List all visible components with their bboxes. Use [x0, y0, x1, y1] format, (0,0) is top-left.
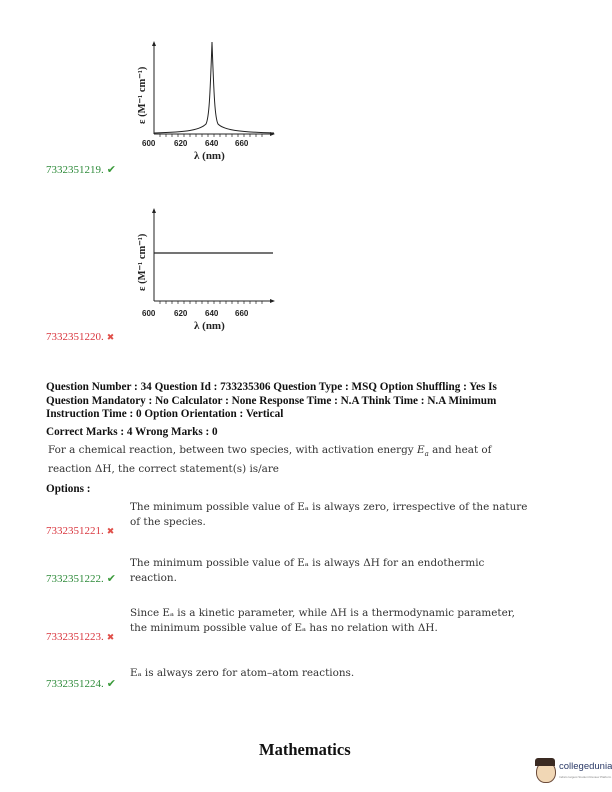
question-text	[48, 443, 538, 477]
meta-line-1: Question Number : 34 Question Id : 733235306 Question Type : MSQ Option Shuffling : Yes Is	[46, 381, 497, 393]
option-line: reaction.	[130, 572, 177, 584]
svg-text:620: 620	[174, 309, 188, 318]
svg-text:λ (nm): λ (nm)	[194, 320, 225, 332]
logo-tagline: India's largest Student Review Platform	[559, 775, 612, 779]
option-line: Eₐ is always zero for atom–atom reactions.	[130, 667, 355, 679]
option-id-prev-2	[46, 331, 114, 343]
svg-text:λ (nm): λ (nm)	[194, 150, 225, 162]
svg-text:660: 660	[235, 139, 249, 148]
mascot-icon	[536, 761, 556, 783]
svg-text:ε (M⁻¹ cm⁻¹): ε (M⁻¹ cm⁻¹)	[137, 66, 148, 124]
logo-name: collegedunia	[559, 761, 612, 772]
question-marks: Correct Marks : 4 Wrong Marks : 0	[46, 426, 218, 438]
logo-text	[559, 762, 612, 782]
option-id-label: 7332351224.	[46, 678, 104, 690]
options-label: Options :	[46, 483, 91, 495]
svg-text:ε (M⁻¹ cm⁻¹): ε (M⁻¹ cm⁻¹)	[137, 233, 148, 291]
option-text-4	[130, 666, 540, 681]
option-id-4[interactable]	[46, 677, 116, 690]
option-id-label: 7332351221.	[46, 525, 104, 537]
collegedunia-logo	[536, 761, 612, 783]
correct-check-icon: ✔	[106, 678, 116, 690]
option-text-3	[130, 606, 540, 636]
correct-check-icon: ✔	[106, 573, 116, 585]
svg-text:640: 640	[205, 309, 219, 318]
option-line: of the species.	[130, 516, 206, 528]
question-text-part: reaction ΔH, the correct statement(s) is/are	[48, 463, 279, 476]
option-id-3[interactable]	[46, 631, 114, 643]
option-id-1[interactable]	[46, 525, 114, 537]
option-line: Since Eₐ is a kinetic parameter, while ΔH is a thermodynamic parameter,	[130, 607, 515, 619]
question-meta	[46, 381, 546, 422]
option-line: the minimum possible value of Eₐ has no relation with ΔH.	[130, 622, 438, 634]
section-title: Mathematics	[259, 740, 351, 759]
meta-line-2: Question Mandatory : No Calculator : None Response Time : N.A Think Time : N.A Minimum	[46, 394, 497, 407]
option-id-label: 7332351220.	[46, 331, 104, 343]
correct-check-icon: ✔	[106, 164, 116, 176]
option-text-2	[130, 556, 540, 586]
wrong-cross-icon: ✖	[106, 332, 115, 342]
option-id-label: 7332351223.	[46, 631, 104, 643]
wrong-cross-icon: ✖	[106, 526, 115, 536]
svg-text:640: 640	[205, 139, 219, 148]
question-ea-symbol: E	[416, 444, 425, 456]
option-id-prev-1	[46, 163, 116, 176]
svg-text:600: 600	[142, 309, 156, 318]
question-text-part: and heat of	[428, 444, 492, 456]
option-text-1	[130, 500, 540, 530]
svg-text:660: 660	[235, 309, 249, 318]
svg-text:620: 620	[174, 139, 188, 148]
option-line: The minimum possible value of Eₐ is always ΔH for an endothermic	[130, 557, 485, 569]
svg-text:600: 600	[142, 139, 156, 148]
option-id-label: 7332351219.	[46, 164, 104, 176]
question-text-part: For a chemical reaction, between two species, with activation energy	[48, 444, 417, 456]
meta-line-3: Instruction Time : 0 Option Orientation : Vertical	[46, 408, 284, 420]
option-line: The minimum possible value of Eₐ is always zero, irrespective of the nature	[130, 501, 528, 513]
absorption-spectrum-peak-chart	[128, 38, 278, 168]
absorption-spectrum-flat-chart	[128, 205, 278, 335]
question-ea-subscript: a	[424, 450, 429, 459]
wrong-cross-icon: ✖	[106, 632, 115, 642]
option-id-2[interactable]	[46, 572, 116, 585]
option-id-label: 7332351222.	[46, 573, 104, 585]
